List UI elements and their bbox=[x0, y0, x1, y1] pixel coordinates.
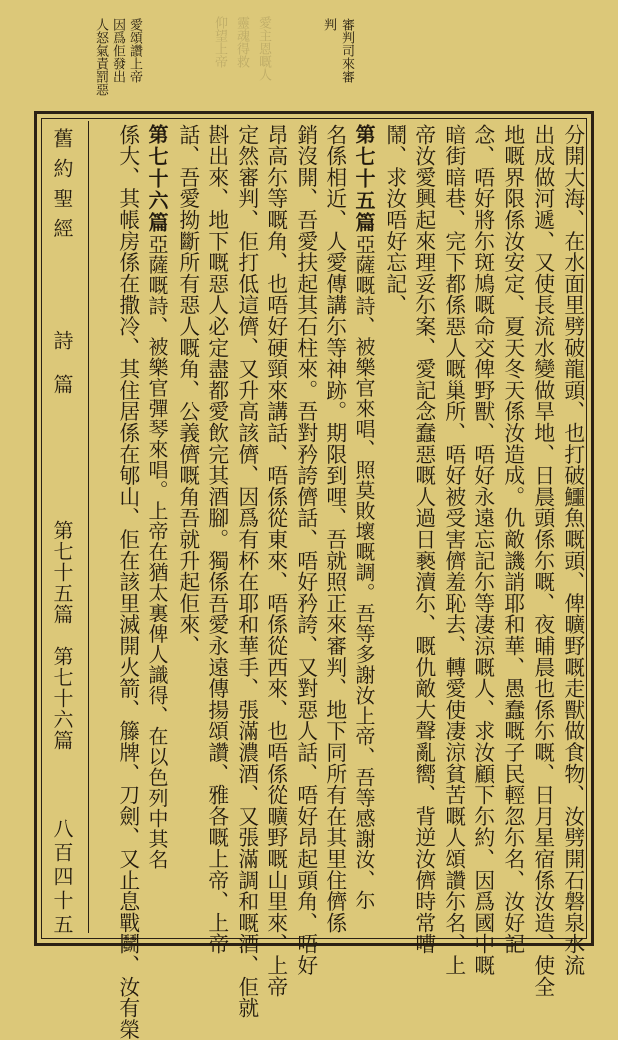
text-column-10: 銷沒開、吾愛扶起其石柱來。吾對矜誇儕話、唔好矜誇、又對惡人話、唔好昂起頭角、唔好 bbox=[293, 124, 318, 976]
header-note-1: 審判司來審 bbox=[339, 18, 354, 83]
psalm-76-title: 第七十六篇 bbox=[145, 124, 169, 234]
text-column-16: 係大、其帳房係在撒冷、其住居係在郇山、佢在該里滅開火箭、籐牌、刀劍、又止息戰鬭、汝有榮 bbox=[115, 124, 140, 1040]
margin-divider bbox=[88, 121, 89, 933]
margin-info bbox=[44, 124, 84, 936]
header-left-note-2: 因爲佢發出 bbox=[110, 18, 125, 83]
text-column-2: 出成做河遞、又使長流水變做旱地、日晨頭係尓嘅、夜晡晨也係尓嘅、日月星宿係汝造、使全 bbox=[530, 124, 555, 998]
bleed-line-1: 愛主恩嘅人 bbox=[256, 16, 271, 81]
text-column-11: 昂高尓等嘅角、也唔好硬頸來講話、唔係從東來、唔係從西來、也唔係從曠野嘅山里來、上帝 bbox=[263, 124, 288, 998]
text-column-5: 暗街暗巷、完下都係惡人嘅巢所、唔好被受害儕羞恥去、轉愛使凄涼貧苦嘅人頌讚尓名、上 bbox=[441, 124, 466, 976]
bleed-line-3: 仰望上帝 bbox=[212, 16, 227, 68]
text-column-1: 分開大海、在水面里劈破龍頭、也打破鱷魚嘅頭、俾曠野嘅走獸做食物、汝劈開石磐泉水流 bbox=[560, 124, 585, 976]
text-column-6: 帝汝愛興起來理妥尓案、愛記念蠢惡嘅人過日褻瀆尓、嘅仇敵大聲亂嚮、背逆汝儕時常嘈 bbox=[411, 124, 436, 955]
bleed-line-2: 靈魂得救 bbox=[234, 16, 249, 68]
psalm-75-heading bbox=[354, 124, 374, 911]
header-left-note-1: 愛頌讚上帝 bbox=[127, 18, 142, 83]
text-column-4: 念、唔好將尓斑鳩嘅命交俾野獸、唔好永遠忘記尓等凄涼嘅人、求汝顧下尓約、因爲國中嘅 bbox=[470, 124, 495, 976]
psalm-75-text: 亞薩嘅詩、被樂官來唱、照莫敗壞嘅調。吾等多謝汝上帝、吾等感謝汝、尓 bbox=[352, 234, 376, 911]
chapter-range: 第七十五篇 第七十六篇 bbox=[50, 520, 74, 751]
section-title: 詩篇 bbox=[50, 330, 74, 418]
psalm-76-heading bbox=[147, 124, 167, 870]
header-note-2: 判 bbox=[321, 18, 336, 31]
text-column-7: 鬧、求汝唔好忘記、 bbox=[382, 124, 407, 316]
psalm-76-text: 亞薩嘅詩、被樂官彈琴來唱。上帝在猶太裏俾人識得、在以色列中其名 bbox=[145, 234, 169, 870]
text-column-9: 名係相近、人愛傳講尓等神跡。期限到哩、吾就照正來審判、地下同所有在其里住儕係 bbox=[322, 124, 347, 934]
text-column-14: 話、吾愛拗斷所有惡人嘅角、公義儕嘅角吾就升起佢來、 bbox=[175, 124, 200, 657]
book-title: 舊約聖經 bbox=[50, 128, 74, 248]
text-column-13: 斟出來、地下嘅惡人必定盡都愛飲完其酒腳。獨係吾愛永遠傳揚頌讚、雅各嘅上帝、上帝 bbox=[204, 124, 229, 955]
text-column-3: 地嘅界限係汝安定、夏天冬天係汝造成。仇敵譏誚耶和華、愚蠢嘅子民輕忽尓名、汝好記 bbox=[500, 124, 525, 955]
text-column-12: 定然審判、佢打低這儕、又升高該儕、因爲有杯在耶和華手、張滿濃酒、又張滿調和嘅酒、佢就 bbox=[234, 124, 259, 1019]
psalm-75-title: 第七十五篇 bbox=[352, 124, 376, 234]
header-left-note-3: 人怒氣責罰惡 bbox=[93, 18, 108, 96]
page-number: 八百四十五 bbox=[50, 818, 74, 938]
